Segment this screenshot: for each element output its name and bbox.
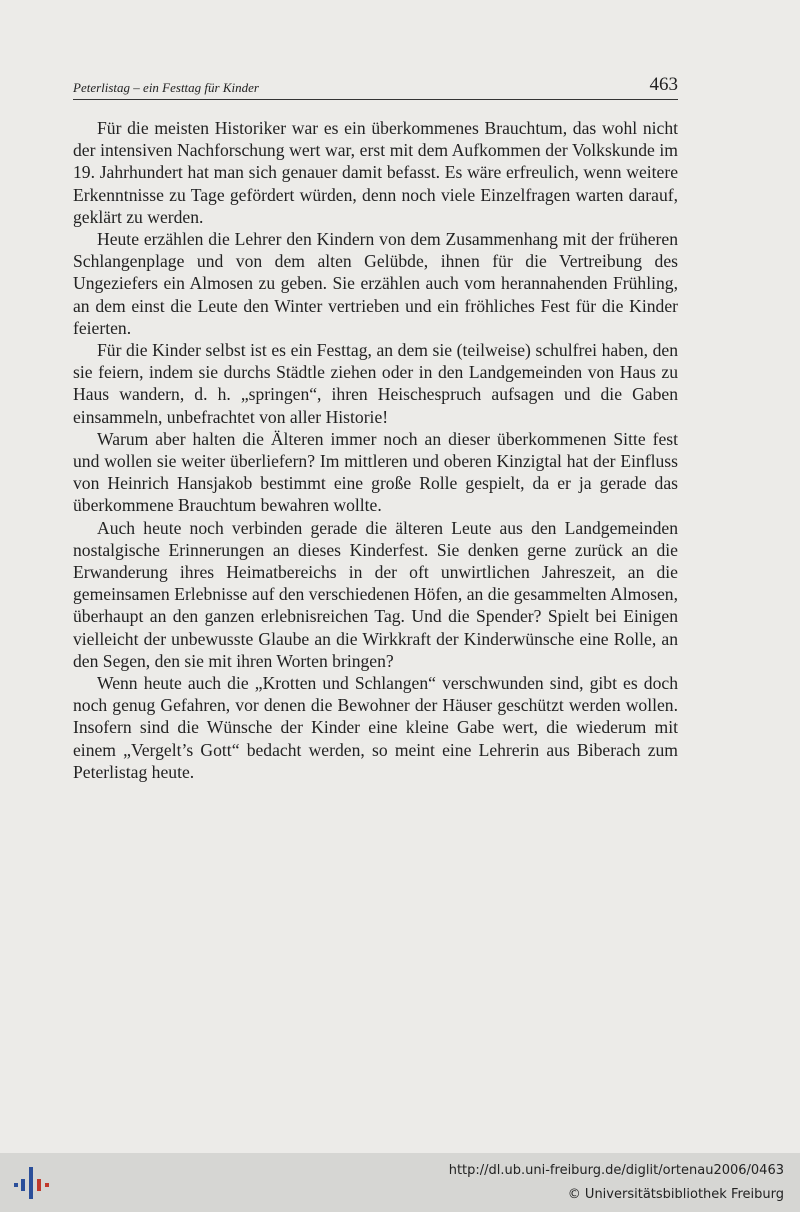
paragraph-4: Warum aber halten die Älteren immer noch an dieser überkommenen Sitte fest und wollen sie weiter überliefern? Im mittleren und oberen Kinzigtal hat der Einfluss von Heinrich Hansjakob bestimmt eine große Rolle gespielt, da er ja gerade das überkommene Brauchtum bewahren wollte.	[73, 428, 678, 516]
paragraph-2: Heute erzählen die Lehrer den Kindern von dem Zusammenhang mit der früheren Schlangenplage und von dem alten Gelübde, ihnen für die Vertreibung des Ungeziefers ein Almosen zu geben. Sie erzählen auch vom herannahenden Frühling, an dem einst die Leute den Winter vertrieben und ein fröhliches Fest für die Kinder feierten.	[73, 229, 678, 338]
library-logo-icon	[12, 1163, 52, 1203]
copyright-notice: © Universitätsbibliothek Freiburg	[567, 1187, 784, 1202]
paragraph-3: Für die Kinder selbst ist es ein Festtag, an dem sie (teilweise) schulfrei haben, den sie feiern, indem sie durchs Städtle ziehen oder in den Landgemeinden von Haus zu Haus wandern, d. h. „springen“, ihren Heischespruch aufsagen und die Gaben einsammeln, unbefrachtet von aller Historie!	[73, 340, 678, 427]
running-title: Peterlistag – ein Festtag für Kinder	[73, 80, 259, 95]
page-number: 463	[649, 74, 678, 95]
body-text	[73, 117, 678, 783]
source-url-link[interactable]: http://dl.ub.uni-freiburg.de/diglit/ortenau2006/0463	[448, 1163, 784, 1178]
paragraph-5: Auch heute noch verbinden gerade die älteren Leute aus den Landgemeinden nostalgische Erinnerungen an dieses Kinderfest. Sie denken gerne zurück an die Erwanderung ihres Heimatbereichs in der oft unwirtlichen Jahreszeit, an die gemeinsamen Erlebnisse auf den verschiedenen Höfen, an die gesammelten Almosen, überhaupt an den ganzen erlebnisreichen Tag. Und die Spender? Spielt bei Einigen vielleicht der unbewusste Glaube an die Wirkkraft der Kinderwünsche eine Rolle, an den Segen, den sie mit ihren Worten bringen?	[73, 517, 678, 671]
paragraph-1: Für die meisten Historiker war es ein überkommenes Brauchtum, das wohl nicht der intensiven Nachforschung wert war, erst mit dem Aufkommen der Volkskunde im 19. Jahrhundert hat man sich genauer damit befasst. Es wäre erfreulich, wenn weitere Erkenntnisse zu Tage gefördert würden, denn noch viele Einzelfragen warten darauf, geklärt zu werden.	[73, 118, 678, 227]
library-footer	[0, 1153, 800, 1212]
paragraph-6: Wenn heute auch die „Krotten und Schlangen“ verschwunden sind, gibt es doch noch genug Gefahren, vor denen die Bewohner der Häuser geschützt werden wollen. Insofern sind die Wünsche der Kinder eine kleine Gabe wert, die wiederum mit einem „Vergelt’s Gott“ bedacht werden, so meint eine Lehrerin aus Biberach zum Peterlistag heute.	[73, 673, 678, 782]
running-header	[73, 75, 678, 100]
